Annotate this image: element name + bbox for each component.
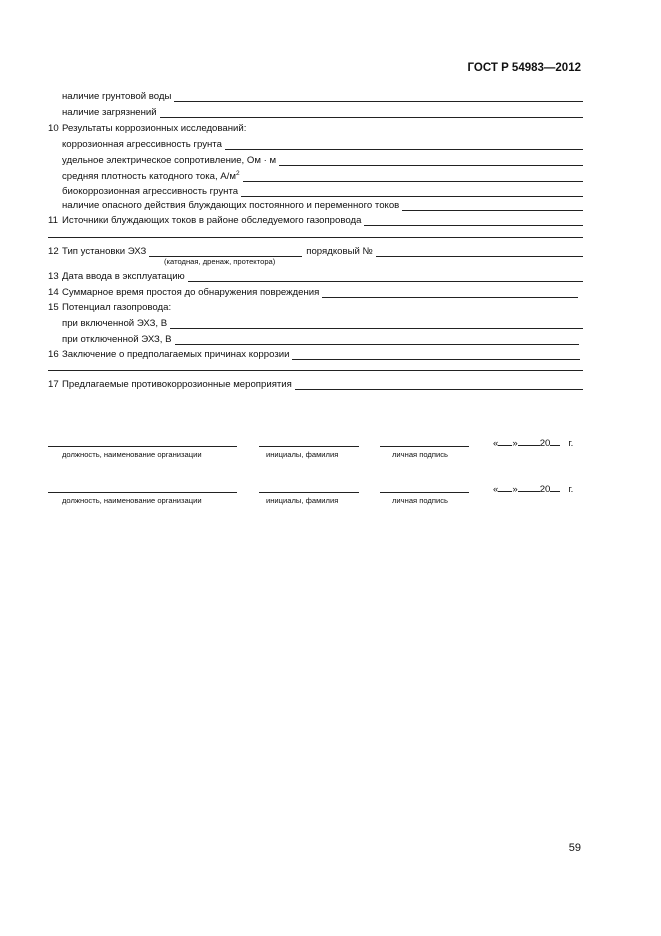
row-potential-off bbox=[62, 331, 579, 345]
superscript-2: 2 bbox=[235, 169, 240, 177]
standard-header: ГОСТ Р 54983—2012 bbox=[467, 62, 581, 74]
field-measures[interactable] bbox=[295, 379, 583, 390]
date-1: « » 20 г. bbox=[493, 438, 574, 449]
field-order-number[interactable] bbox=[376, 246, 583, 257]
label-aggressiveness: коррозионная агрессивность грунта bbox=[62, 139, 222, 150]
field-position-2[interactable] bbox=[48, 492, 237, 493]
row-potential-on bbox=[62, 315, 583, 329]
caption-signature-1: личная подпись bbox=[392, 450, 448, 459]
caption-signature-2: личная подпись bbox=[392, 496, 448, 505]
field-conclusion-continued[interactable] bbox=[48, 370, 583, 371]
label-stray-currents: наличие опасного действия блуждающих постоянного и переменного токов bbox=[62, 200, 400, 211]
field-month-1[interactable] bbox=[518, 436, 540, 446]
row-section-11 bbox=[48, 212, 583, 226]
row-section-13 bbox=[48, 268, 583, 282]
label-section-14: Суммарное время простоя до обнаружения повреждения bbox=[62, 287, 320, 298]
row-stray-currents bbox=[62, 197, 583, 211]
label-resistivity: удельное электрическое сопротивление, Ом · м bbox=[62, 155, 277, 166]
field-current-density[interactable] bbox=[243, 171, 583, 182]
label-current-density: средняя плотность катодного тока, $А/м^2$ bbox=[62, 169, 240, 182]
field-section-11-continued[interactable] bbox=[48, 237, 583, 238]
section-number-16: 16 bbox=[48, 349, 59, 360]
row-section-15 bbox=[48, 299, 583, 313]
section-number-12: 12 bbox=[48, 246, 59, 257]
label-section-16: Заключение о предполагаемых причинах коррозии bbox=[62, 349, 290, 360]
field-potential-on[interactable] bbox=[170, 318, 583, 329]
page-number: 59 bbox=[568, 842, 581, 854]
field-commissioning-date[interactable] bbox=[188, 271, 583, 282]
label-section-17: Предлагаемые противокоррозионные мероприятия bbox=[62, 379, 292, 390]
row-section-16 bbox=[48, 346, 580, 360]
field-stray-currents[interactable] bbox=[402, 200, 583, 211]
label-biocorrosion: биокоррозионная агрессивность грунта bbox=[62, 186, 239, 197]
section-number-15: 15 bbox=[48, 302, 59, 313]
field-ecp-type[interactable] bbox=[149, 246, 302, 257]
caption-name-1: инициалы, фамилия bbox=[266, 450, 339, 459]
field-name-1[interactable] bbox=[259, 446, 359, 447]
date-2: « » 20 г. bbox=[493, 484, 574, 495]
section-number-13: 13 bbox=[48, 271, 59, 282]
field-conclusion[interactable] bbox=[292, 349, 580, 360]
label-pollution: наличие загрязнений bbox=[62, 107, 157, 118]
field-position-1[interactable] bbox=[48, 446, 237, 447]
field-month-2[interactable] bbox=[518, 482, 540, 492]
label-section-11: Источники блуждающих токов в районе обследуемого газопровода bbox=[62, 215, 362, 226]
caption-position-1: должность, наименование организации bbox=[62, 450, 202, 459]
field-year-2[interactable] bbox=[550, 482, 560, 492]
section-number-11: 11 bbox=[48, 215, 58, 226]
label-potential-on: при включенной ЭХЗ, В bbox=[62, 318, 168, 329]
row-current-density bbox=[62, 168, 583, 182]
field-name-2[interactable] bbox=[259, 492, 359, 493]
label-section-10: Результаты коррозионных исследований: bbox=[62, 123, 247, 134]
row-section-14 bbox=[48, 284, 578, 298]
row-resistivity bbox=[62, 152, 583, 166]
row-biocorrosion bbox=[62, 183, 583, 197]
field-signature-1[interactable] bbox=[380, 446, 469, 447]
hint-ecp-type: (катодная, дренаж, протектора) bbox=[164, 257, 276, 266]
caption-name-2: инициалы, фамилия bbox=[266, 496, 339, 505]
row-aggressiveness bbox=[62, 136, 583, 150]
field-downtime[interactable] bbox=[322, 287, 578, 298]
field-resistivity[interactable] bbox=[279, 155, 583, 166]
field-signature-2[interactable] bbox=[380, 492, 469, 493]
label-potential-off: при отключенной ЭХЗ, В bbox=[62, 334, 172, 345]
section-number-14: 14 bbox=[48, 287, 59, 298]
field-day-1[interactable] bbox=[498, 436, 512, 446]
field-year-1[interactable] bbox=[550, 436, 560, 446]
row-section-17 bbox=[48, 376, 583, 390]
field-pollution[interactable] bbox=[160, 107, 583, 118]
label-order-number: порядковый № bbox=[306, 246, 373, 257]
field-section-11[interactable] bbox=[364, 215, 583, 226]
label-section-15: Потенциал газопровода: bbox=[62, 302, 172, 313]
field-groundwater[interactable] bbox=[174, 91, 583, 102]
caption-position-2: должность, наименование организации bbox=[62, 496, 202, 505]
row-groundwater bbox=[62, 88, 583, 102]
section-number-10: 10 bbox=[48, 123, 59, 134]
row-section-10 bbox=[48, 120, 583, 134]
section-number-17: 17 bbox=[48, 379, 59, 390]
label-groundwater: наличие грунтовой воды bbox=[62, 91, 172, 102]
field-day-2[interactable] bbox=[498, 482, 512, 492]
row-pollution bbox=[62, 104, 583, 118]
row-section-12 bbox=[48, 243, 583, 257]
field-biocorrosion[interactable] bbox=[241, 186, 583, 197]
field-potential-off[interactable] bbox=[175, 334, 579, 345]
label-section-12: Тип установки ЭХЗ bbox=[62, 246, 147, 257]
field-aggressiveness[interactable] bbox=[225, 139, 583, 150]
label-section-13: Дата ввода в эксплуатацию bbox=[62, 271, 185, 282]
